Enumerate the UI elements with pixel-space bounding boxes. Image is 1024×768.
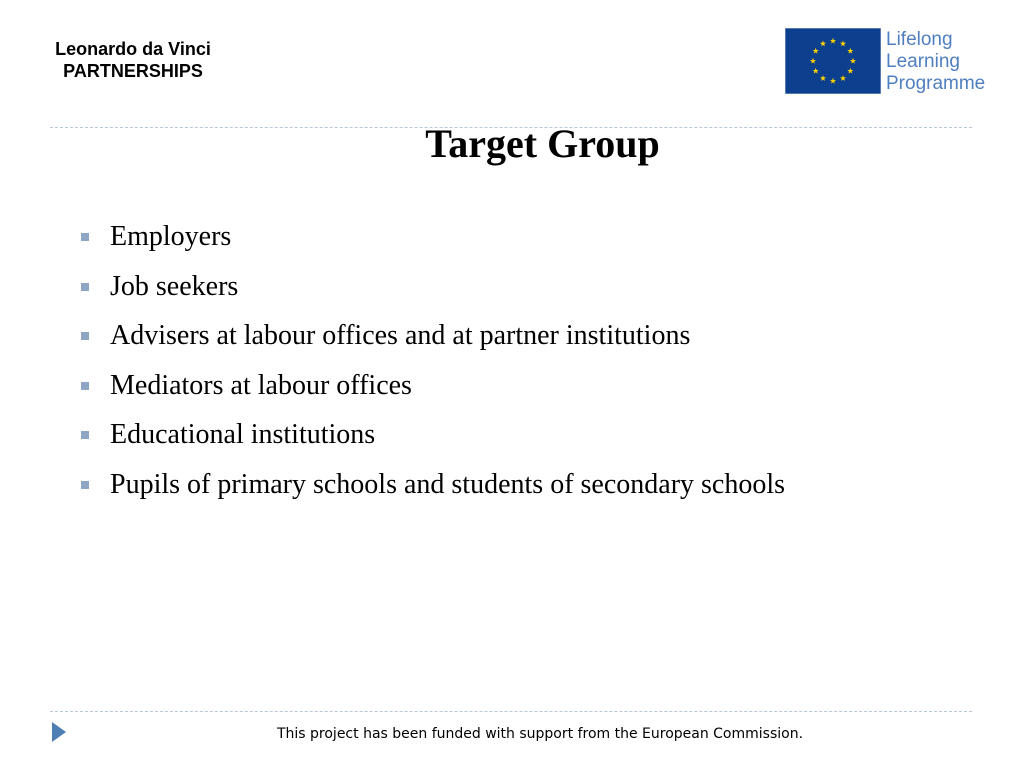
program-subtitle: PARTNERSHIPS — [63, 61, 203, 81]
bottom-divider — [50, 711, 972, 712]
list-item-text: Advisers at labour offices and at partner institutions — [110, 320, 691, 351]
bullet-list — [78, 212, 978, 509]
logo-line-programme: Programme — [886, 73, 986, 94]
logo-text — [886, 29, 985, 95]
list-item — [78, 361, 978, 411]
list-item — [78, 212, 978, 262]
list-item — [78, 262, 978, 312]
logo-line-learning: Learning — [886, 51, 960, 72]
square-bullet-icon — [81, 233, 89, 241]
logo-line-lifelong: Lifelong — [886, 29, 953, 50]
list-item-text: Mediators at labour offices — [110, 369, 412, 401]
lifelong-learning-logo — [785, 28, 1005, 96]
list-item — [78, 460, 978, 510]
square-bullet-icon — [81, 283, 89, 291]
square-bullet-icon — [81, 332, 89, 340]
program-title — [20, 38, 246, 82]
program-name: Leonardo da Vinci — [55, 39, 211, 59]
title-area — [0, 119, 1024, 173]
list-item-text: Job seekers — [110, 270, 239, 302]
list-item-text: Educational institutions — [110, 419, 376, 450]
eu-flag-icon — [785, 28, 881, 94]
play-arrow-icon — [52, 722, 66, 742]
slide-title: Target Group — [425, 121, 660, 166]
square-bullet-icon — [81, 382, 89, 390]
footer-disclaimer: This project has been funded with support from the European Commission. — [276, 726, 804, 742]
square-bullet-icon — [81, 431, 89, 439]
list-item — [78, 410, 978, 460]
list-item — [78, 311, 978, 361]
square-bullet-icon — [81, 481, 89, 489]
list-item-text: Employers — [110, 221, 232, 252]
list-item-text: Pupils of primary schools and students of secondary schools — [110, 468, 786, 500]
